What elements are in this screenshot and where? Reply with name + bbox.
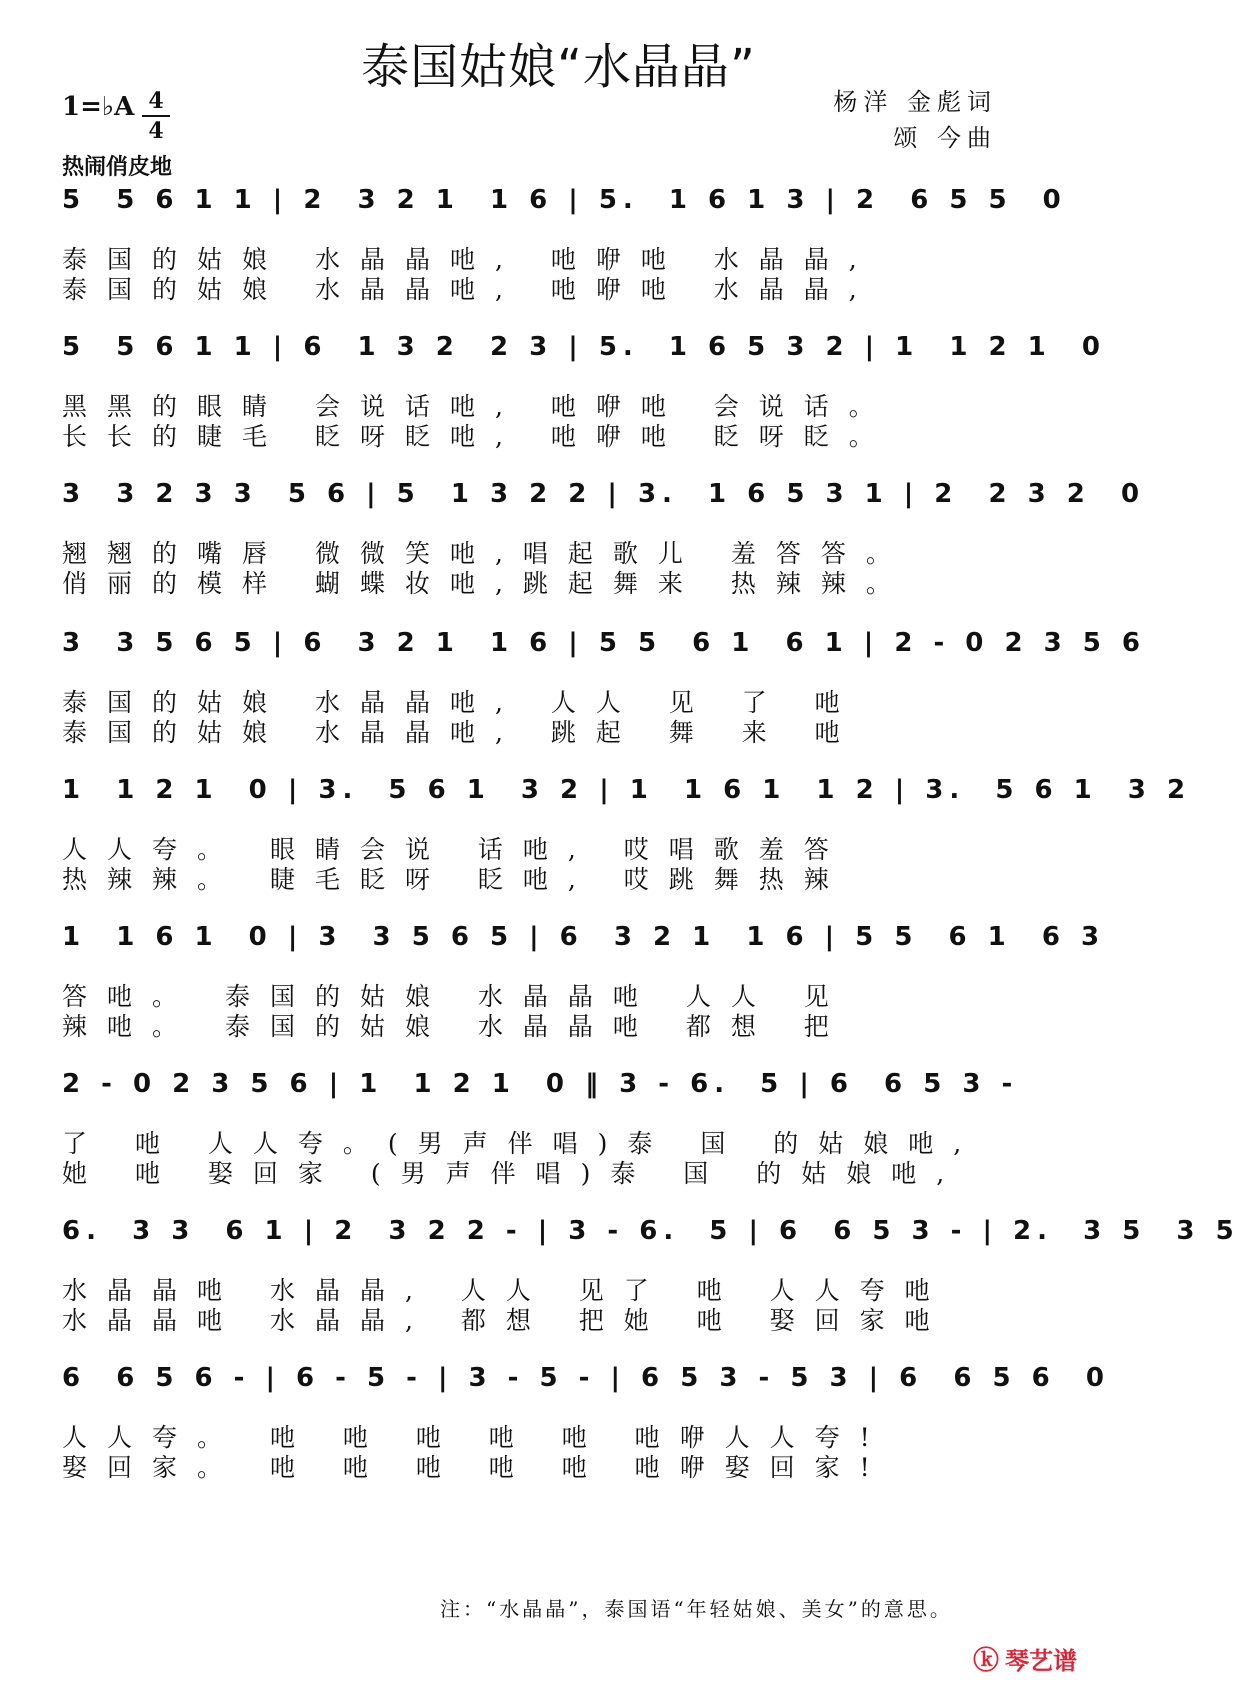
lyric-verse-2: 热辣辣。 睫毛眨呀 眨吔, 哎跳舞热辣 [62,865,849,894]
composer-credit: 颂 今曲 [893,124,997,152]
lyric-verse-2: 她 吔 娶回家 (男声伴唱)泰 国 的姑娘吔, [62,1159,965,1188]
score-system [62,1059,1062,1189]
lyric-verse-1: 答吔。 泰国的姑娘 水晶晶吔 人人 见 [62,982,849,1011]
score-system [62,175,1067,305]
notation-line: 6. 3 3 6 1 | 2 3 2 2 - | 3 - 6. 5 | 6 6 5 3 - | 2. 3 5 3 5 [62,1216,1240,1246]
score-system [62,1206,1240,1336]
lyric-verse-1: 水晶晶吔 水晶晶, 人人 见了 吔 人人夸吔 [62,1276,950,1305]
key-signature: 1=♭A [62,92,135,122]
score-system [62,618,1146,748]
lyric-verse-1: 人人夸。 吔 吔 吔 吔 吔 吔咿人人夸! [62,1423,890,1452]
time-divider [142,115,170,117]
lyric-verse-1: 了 吔 人人夸。(男声伴唱)泰 国 的姑娘吔, [62,1129,982,1158]
logo-icon: ⓚ [972,1646,999,1676]
lyric-verse-2: 泰国的姑娘 水晶晶吔, 吔咿吔 水晶晶, [62,275,877,304]
site-logo: ⓚ 琴艺谱 [972,1646,1077,1676]
lyric-verse-2: 水晶晶吔 水晶晶, 都想 把她 吔 娶回家吔 [62,1306,950,1335]
lyric-verse-2: 辣吔。 泰国的姑娘 水晶晶吔 都想 把 [62,1012,849,1041]
score-system [62,469,1146,599]
notation-line: 3 3 2 3 3 5 6 | 5 1 3 2 2 | 3. 1 6 5 3 1 | 2 2 3 2 0 [62,479,1146,509]
score-system [62,1353,1110,1483]
tempo-marking: 热闹俏皮地 [62,155,173,180]
lyric-verse-2: 长长的睫毛 眨呀眨吔, 吔咿吔 眨呀眨。 [62,422,894,451]
lyric-verse-1: 人人夸。 眼睛会说 话吔, 哎唱歌羞答 [62,835,849,864]
notation-line: 6 6 5 6 - | 6 - 5 - | 3 - 5 - | 6 5 3 - 5 3 | 6 6 5 6 0 [62,1363,1110,1393]
time-denominator: 4 [148,118,164,144]
notation-line: 3 3 5 6 5 | 6 3 2 1 1 6 | 5 5 6 1 6 1 | 2 - 0 2 3 5 6 [62,628,1146,658]
score-system [62,912,1106,1042]
time-numerator: 4 [148,88,164,114]
score-system [62,322,1106,452]
lyricist-credit: 杨洋 金彪词 [833,88,997,116]
lyric-verse-1: 泰国的姑娘 水晶晶吔, 人人 见 了 吔 [62,688,860,717]
footnote: 注：“水晶晶”，泰国语“年轻姑娘、美女”的意思。 [440,1597,953,1621]
lyric-verse-2: 泰国的姑娘 水晶晶吔, 跳起 舞 来 吔 [62,718,860,747]
lyric-verse-1: 翘翘的嘴唇 微微笑吔,唱起歌儿 羞答答。 [62,539,911,568]
lyric-verse-2: 俏丽的模样 蝴蝶妆吔,跳起舞来 热辣辣。 [62,569,911,598]
time-signature [142,88,170,144]
notation-line: 1 1 2 1 0 | 3. 5 6 1 3 2 | 1 1 6 1 1 2 | 3. 5 6 1 3 2 [62,775,1192,805]
score-system [62,765,1192,895]
lyric-verse-1: 黑黑的眼睛 会说话吔, 吔咿吔 会说话。 [62,392,894,421]
notation-line: 5 5 6 1 1 | 6 1 3 2 2 3 | 5. 1 6 5 3 2 | 1 1 2 1 0 [62,332,1106,362]
notation-line: 2 - 0 2 3 5 6 | 1 1 2 1 0 ‖ 3 - 6. 5 | 6 6 5 3 - [62,1069,1019,1099]
lyric-verse-1: 泰国的姑娘 水晶晶吔, 吔咿吔 水晶晶, [62,245,877,274]
notation-line: 1 1 6 1 0 | 3 3 5 6 5 | 6 3 2 1 1 6 | 5 5 6 1 6 3 [62,922,1106,952]
lyric-verse-2: 娶回家。 吔 吔 吔 吔 吔 吔咿娶回家! [62,1453,890,1482]
notation-line: 5 5 6 1 1 | 2 3 2 1 1 6 | 5. 1 6 1 3 | 2 6 5 5 0 [62,185,1067,215]
song-title: 泰国姑娘“水晶晶” [361,39,756,95]
